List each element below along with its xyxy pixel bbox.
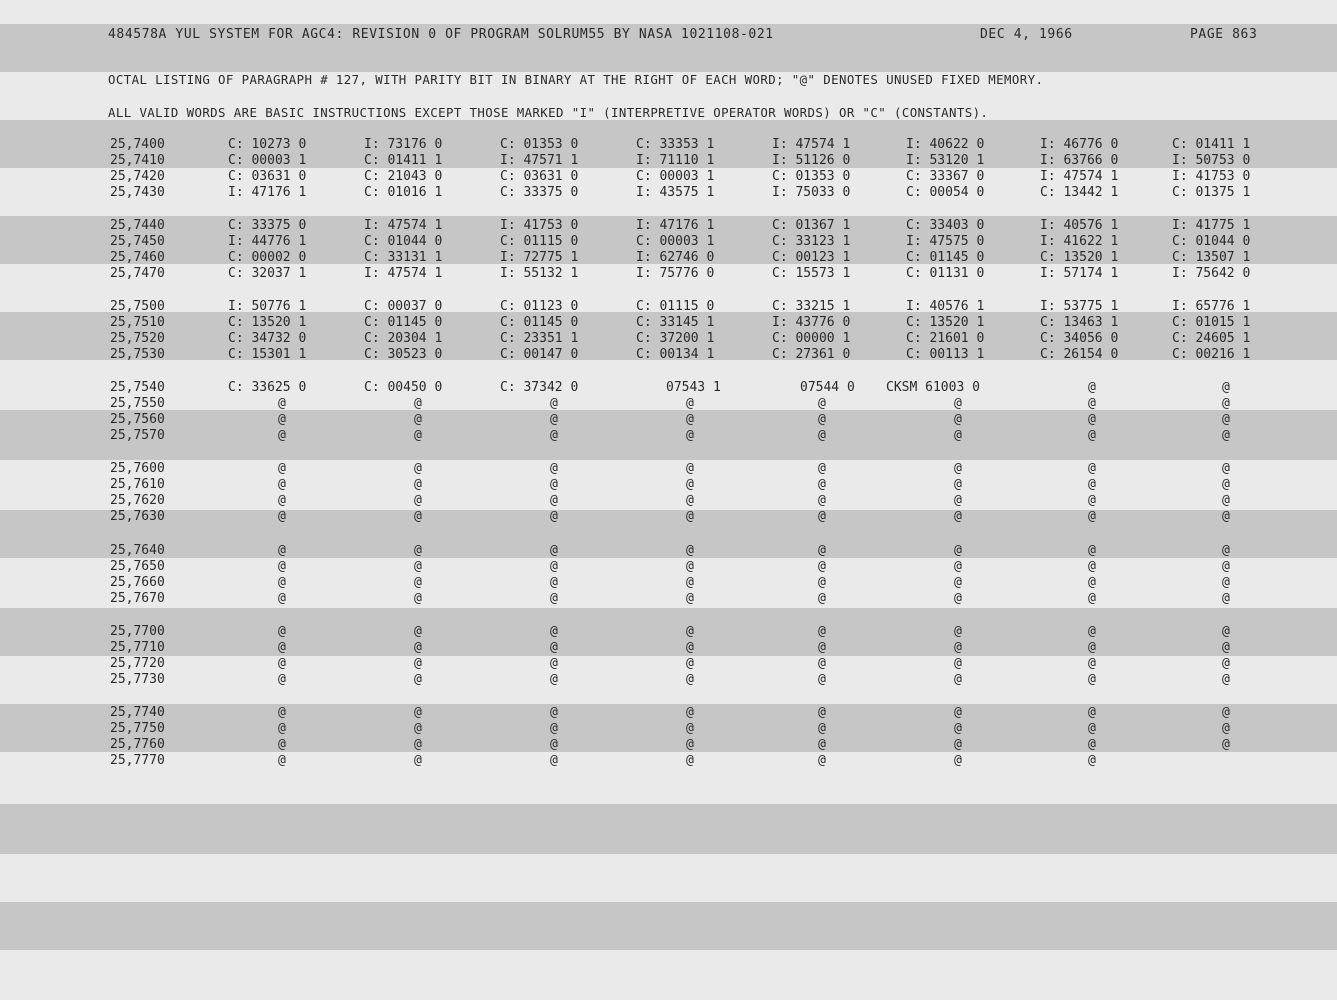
octal-word: C: 01115 0 <box>500 234 579 249</box>
unused-word-marker: @ <box>818 396 826 411</box>
octal-word: C: 01115 0 <box>636 299 715 314</box>
unused-word-marker: @ <box>818 493 826 508</box>
unused-word-marker: @ <box>1222 412 1230 427</box>
row-address: 25,7410 <box>110 153 165 168</box>
row-address: 25,7460 <box>110 250 165 265</box>
octal-word: C: 27361 0 <box>772 347 851 362</box>
row-address: 25,7400 <box>110 137 165 152</box>
unused-word-marker: @ <box>818 477 826 492</box>
unused-word-marker: @ <box>278 737 286 752</box>
unused-word-marker: @ <box>414 543 422 558</box>
octal-word: C: 00123 1 <box>772 250 851 265</box>
unused-word-marker: @ <box>414 493 422 508</box>
stripe <box>0 410 1337 460</box>
octal-word: C: 23351 1 <box>500 331 579 346</box>
row-address: 25,7520 <box>110 331 165 346</box>
row-address: 25,7510 <box>110 315 165 330</box>
unused-word-marker: @ <box>1222 559 1230 574</box>
unused-word-marker: @ <box>686 753 694 768</box>
unused-word-marker: @ <box>1222 705 1230 720</box>
octal-word: I: 55132 1 <box>500 266 579 281</box>
unused-word-marker: @ <box>550 640 558 655</box>
unused-word-marker: @ <box>414 396 422 411</box>
octal-word: C: 00003 1 <box>636 169 715 184</box>
unused-word-marker: @ <box>278 493 286 508</box>
unused-word-marker: @ <box>954 412 962 427</box>
unused-word-marker: @ <box>550 721 558 736</box>
unused-word-marker: @ <box>550 624 558 639</box>
header-title: 484578A YUL SYSTEM FOR AGC4: REVISION 0 OF PROGRAM SOLRUM55 BY NASA 1021108-021 <box>108 27 774 42</box>
unused-word-marker: @ <box>686 640 694 655</box>
unused-word-marker: @ <box>278 477 286 492</box>
row-address: 25,7600 <box>110 461 165 476</box>
octal-word: C: 33131 1 <box>364 250 443 265</box>
row-address: 25,7700 <box>110 624 165 639</box>
octal-word: I: 75642 0 <box>1172 266 1251 281</box>
row-address: 25,7720 <box>110 656 165 671</box>
unused-word-marker: @ <box>954 591 962 606</box>
unused-word-marker: @ <box>550 672 558 687</box>
octal-word: C: 03631 0 <box>228 169 307 184</box>
unused-word-marker: @ <box>1222 591 1230 606</box>
row-address: 25,7670 <box>110 591 165 606</box>
unused-word-marker: @ <box>686 721 694 736</box>
unused-word-marker: @ <box>1088 753 1096 768</box>
octal-word: C: 00000 1 <box>772 331 851 346</box>
row-address: 25,7730 <box>110 672 165 687</box>
octal-word: I: 51126 0 <box>772 153 851 168</box>
unused-word-marker: @ <box>686 737 694 752</box>
unused-word-marker: @ <box>550 412 558 427</box>
octal-word: I: 47176 1 <box>228 185 307 200</box>
row-address: 25,7620 <box>110 493 165 508</box>
unused-word-marker: @ <box>1222 380 1230 395</box>
unused-word-marker: @ <box>278 428 286 443</box>
header-date: DEC 4, 1966 <box>980 27 1073 42</box>
octal-word: C: 01353 0 <box>772 169 851 184</box>
unused-word-marker: @ <box>818 753 826 768</box>
unused-word-marker: @ <box>686 624 694 639</box>
octal-word: C: 15301 1 <box>228 347 307 362</box>
octal-word: C: 33353 1 <box>636 137 715 152</box>
header-page: PAGE 863 <box>1190 27 1258 42</box>
unused-word-marker: @ <box>686 428 694 443</box>
octal-word: C: 01131 0 <box>906 266 985 281</box>
octal-word: C: 13520 1 <box>906 315 985 330</box>
octal-word: C: 03631 0 <box>500 169 579 184</box>
octal-word: I: 71110 1 <box>636 153 715 168</box>
octal-word: I: 72775 1 <box>500 250 579 265</box>
unused-word-marker: @ <box>1088 412 1096 427</box>
unused-word-marker: @ <box>1088 509 1096 524</box>
octal-word: I: 47571 1 <box>500 153 579 168</box>
unused-word-marker: @ <box>1088 656 1096 671</box>
octal-word: I: 40576 1 <box>1040 218 1119 233</box>
unused-word-marker: @ <box>278 559 286 574</box>
unused-word-marker: @ <box>818 543 826 558</box>
octal-word: I: 40576 1 <box>906 299 985 314</box>
unused-word-marker: @ <box>278 672 286 687</box>
octal-word: C: 21601 0 <box>906 331 985 346</box>
stripe <box>0 704 1337 752</box>
unused-word-marker: @ <box>550 591 558 606</box>
octal-word: C: 13520 1 <box>228 315 307 330</box>
octal-word: 07543 1 <box>666 380 721 395</box>
octal-word: C: 33403 0 <box>906 218 985 233</box>
unused-word-marker: @ <box>1088 477 1096 492</box>
octal-word: I: 50753 0 <box>1172 153 1251 168</box>
octal-word: 07544 0 <box>800 380 855 395</box>
row-address: 25,7750 <box>110 721 165 736</box>
row-address: 25,7640 <box>110 543 165 558</box>
unused-word-marker: @ <box>954 705 962 720</box>
unused-word-marker: @ <box>1222 428 1230 443</box>
unused-word-marker: @ <box>278 624 286 639</box>
row-address: 25,7610 <box>110 477 165 492</box>
unused-word-marker: @ <box>1222 461 1230 476</box>
octal-word: C: 00002 0 <box>228 250 307 265</box>
octal-word: I: 44776 1 <box>228 234 307 249</box>
row-address: 25,7440 <box>110 218 165 233</box>
octal-word: I: 41775 1 <box>1172 218 1251 233</box>
unused-word-marker: @ <box>550 737 558 752</box>
octal-word: C: 01411 1 <box>1172 137 1251 152</box>
octal-word: I: 47176 1 <box>636 218 715 233</box>
octal-word: C: 33375 0 <box>228 218 307 233</box>
octal-word: I: 75033 0 <box>772 185 851 200</box>
octal-word: I: 43575 1 <box>636 185 715 200</box>
unused-word-marker: @ <box>1088 575 1096 590</box>
octal-word: C: 01015 1 <box>1172 315 1251 330</box>
unused-word-marker: @ <box>686 477 694 492</box>
unused-word-marker: @ <box>1088 396 1096 411</box>
unused-word-marker: @ <box>550 477 558 492</box>
unused-word-marker: @ <box>954 624 962 639</box>
octal-word: C: 00450 0 <box>364 380 443 395</box>
unused-word-marker: @ <box>686 591 694 606</box>
unused-word-marker: @ <box>278 721 286 736</box>
unused-word-marker: @ <box>1222 543 1230 558</box>
octal-word: C: 33375 0 <box>500 185 579 200</box>
unused-word-marker: @ <box>278 656 286 671</box>
octal-word: C: 00003 1 <box>636 234 715 249</box>
unused-word-marker: @ <box>278 591 286 606</box>
unused-word-marker: @ <box>1088 640 1096 655</box>
unused-word-marker: @ <box>686 412 694 427</box>
unused-word-marker: @ <box>1222 396 1230 411</box>
unused-word-marker: @ <box>1088 672 1096 687</box>
octal-word: I: 63766 0 <box>1040 153 1119 168</box>
octal-word: C: 00054 0 <box>906 185 985 200</box>
octal-word: C: 00003 1 <box>228 153 307 168</box>
unused-word-marker: @ <box>550 493 558 508</box>
octal-word: I: 75776 0 <box>636 266 715 281</box>
octal-word: I: 47574 1 <box>364 218 443 233</box>
octal-word: C: 00037 0 <box>364 299 443 314</box>
row-address: 25,7660 <box>110 575 165 590</box>
unused-word-marker: @ <box>818 705 826 720</box>
octal-word: C: 00216 1 <box>1172 347 1251 362</box>
unused-word-marker: @ <box>954 493 962 508</box>
unused-word-marker: @ <box>686 672 694 687</box>
unused-word-marker: @ <box>278 705 286 720</box>
unused-word-marker: @ <box>1088 428 1096 443</box>
unused-word-marker: @ <box>1088 493 1096 508</box>
octal-word: I: 43776 0 <box>772 315 851 330</box>
octal-word: C: 33123 1 <box>772 234 851 249</box>
row-address: 25,7630 <box>110 509 165 524</box>
unused-word-marker: @ <box>818 591 826 606</box>
row-address: 25,7450 <box>110 234 165 249</box>
unused-word-marker: @ <box>1222 477 1230 492</box>
octal-word: C: 34732 0 <box>228 331 307 346</box>
unused-word-marker: @ <box>1222 640 1230 655</box>
unused-word-marker: @ <box>818 412 826 427</box>
row-address: 25,7430 <box>110 185 165 200</box>
unused-word-marker: @ <box>550 559 558 574</box>
octal-word: C: 13507 1 <box>1172 250 1251 265</box>
unused-word-marker: @ <box>1088 721 1096 736</box>
unused-word-marker: @ <box>550 396 558 411</box>
unused-word-marker: @ <box>414 624 422 639</box>
unused-word-marker: @ <box>1222 737 1230 752</box>
unused-word-marker: @ <box>1222 656 1230 671</box>
octal-word: I: 47575 0 <box>906 234 985 249</box>
octal-word: I: 62746 0 <box>636 250 715 265</box>
row-address: 25,7530 <box>110 347 165 362</box>
octal-word: I: 65776 1 <box>1172 299 1251 314</box>
row-address: 25,7420 <box>110 169 165 184</box>
octal-word: C: 15573 1 <box>772 266 851 281</box>
unused-word-marker: @ <box>686 461 694 476</box>
unused-word-marker: @ <box>414 412 422 427</box>
octal-word: C: 01375 1 <box>1172 185 1251 200</box>
octal-word: I: 47574 1 <box>772 137 851 152</box>
octal-word: C: 24605 1 <box>1172 331 1251 346</box>
unused-word-marker: @ <box>414 575 422 590</box>
octal-word: C: 37200 1 <box>636 331 715 346</box>
unused-word-marker: @ <box>550 428 558 443</box>
unused-word-marker: @ <box>414 428 422 443</box>
unused-word-marker: @ <box>1222 509 1230 524</box>
unused-word-marker: @ <box>954 575 962 590</box>
octal-word: I: 73176 0 <box>364 137 443 152</box>
unused-word-marker: @ <box>278 412 286 427</box>
unused-word-marker: @ <box>818 672 826 687</box>
unused-word-marker: @ <box>818 640 826 655</box>
row-address: 25,7770 <box>110 753 165 768</box>
unused-word-marker: @ <box>818 559 826 574</box>
unused-word-marker: @ <box>278 396 286 411</box>
unused-word-marker: @ <box>818 575 826 590</box>
unused-word-marker: @ <box>414 461 422 476</box>
unused-word-marker: @ <box>1222 672 1230 687</box>
unused-word-marker: @ <box>1088 705 1096 720</box>
unused-word-marker: @ <box>1222 721 1230 736</box>
octal-word: C: 33367 0 <box>906 169 985 184</box>
octal-word: C: 33625 0 <box>228 380 307 395</box>
unused-word-marker: @ <box>414 509 422 524</box>
unused-word-marker: @ <box>278 543 286 558</box>
octal-word: C: 34056 0 <box>1040 331 1119 346</box>
unused-word-marker: @ <box>550 656 558 671</box>
octal-word: I: 41622 1 <box>1040 234 1119 249</box>
octal-word: C: 00134 1 <box>636 347 715 362</box>
unused-word-marker: @ <box>818 461 826 476</box>
unused-word-marker: @ <box>414 640 422 655</box>
octal-word: C: 20304 1 <box>364 331 443 346</box>
unused-word-marker: @ <box>414 656 422 671</box>
unused-word-marker: @ <box>686 705 694 720</box>
octal-word: C: 13463 1 <box>1040 315 1119 330</box>
header-legend: ALL VALID WORDS ARE BASIC INSTRUCTIONS EXCEPT THOSE MARKED "I" (INTERPRETIVE OPERATOR WORDS) OR "C" (CONSTANTS). <box>108 105 989 120</box>
stripe <box>0 608 1337 656</box>
header-description: OCTAL LISTING OF PARAGRAPH # 127, WITH PARITY BIT IN BINARY AT THE RIGHT OF EACH WORD; "@" DENOTES UNUSED FIXED MEMORY. <box>108 72 1044 87</box>
unused-word-marker: @ <box>954 672 962 687</box>
unused-word-marker: @ <box>818 737 826 752</box>
unused-word-marker: @ <box>278 509 286 524</box>
unused-word-marker: @ <box>1088 461 1096 476</box>
octal-word: C: 01016 1 <box>364 185 443 200</box>
octal-word: I: 57174 1 <box>1040 266 1119 281</box>
octal-word: I: 41753 0 <box>500 218 579 233</box>
octal-word: C: 30523 0 <box>364 347 443 362</box>
unused-word-marker: @ <box>954 721 962 736</box>
unused-word-marker: @ <box>954 428 962 443</box>
octal-word: I: 47574 1 <box>364 266 443 281</box>
octal-word: I: 47574 1 <box>1040 169 1119 184</box>
octal-word: C: 33215 1 <box>772 299 851 314</box>
unused-word-marker: @ <box>686 396 694 411</box>
row-address: 25,7710 <box>110 640 165 655</box>
octal-word: CKSM 61003 0 <box>886 380 980 395</box>
unused-word-marker: @ <box>686 575 694 590</box>
unused-word-marker: @ <box>550 753 558 768</box>
unused-word-marker: @ <box>550 575 558 590</box>
row-address: 25,7760 <box>110 737 165 752</box>
row-address: 25,7500 <box>110 299 165 314</box>
row-address: 25,7470 <box>110 266 165 281</box>
unused-word-marker: @ <box>954 396 962 411</box>
unused-word-marker: @ <box>414 591 422 606</box>
unused-word-marker: @ <box>1088 737 1096 752</box>
octal-word: C: 01367 1 <box>772 218 851 233</box>
unused-word-marker: @ <box>550 509 558 524</box>
unused-word-marker: @ <box>954 656 962 671</box>
row-address: 25,7650 <box>110 559 165 574</box>
octal-word: C: 37342 0 <box>500 380 579 395</box>
unused-word-marker: @ <box>1088 591 1096 606</box>
unused-word-marker: @ <box>818 428 826 443</box>
unused-word-marker: @ <box>550 543 558 558</box>
octal-word: I: 41753 0 <box>1172 169 1251 184</box>
octal-word: C: 01353 0 <box>500 137 579 152</box>
octal-word: C: 32037 1 <box>228 266 307 281</box>
octal-word: I: 53775 1 <box>1040 299 1119 314</box>
unused-word-marker: @ <box>818 721 826 736</box>
octal-word: C: 13442 1 <box>1040 185 1119 200</box>
unused-word-marker: @ <box>686 543 694 558</box>
octal-word: C: 33145 1 <box>636 315 715 330</box>
unused-word-marker: @ <box>550 461 558 476</box>
unused-word-marker: @ <box>686 656 694 671</box>
unused-word-marker: @ <box>278 640 286 655</box>
octal-word: I: 46776 0 <box>1040 137 1119 152</box>
row-address: 25,7740 <box>110 705 165 720</box>
unused-word-marker: @ <box>1222 493 1230 508</box>
octal-word: C: 21043 0 <box>364 169 443 184</box>
unused-word-marker: @ <box>414 477 422 492</box>
unused-word-marker: @ <box>414 672 422 687</box>
octal-word: C: 01044 0 <box>364 234 443 249</box>
unused-word-marker: @ <box>550 705 558 720</box>
row-address: 25,7570 <box>110 428 165 443</box>
unused-word-marker: @ <box>686 509 694 524</box>
unused-word-marker: @ <box>414 559 422 574</box>
unused-word-marker: @ <box>1088 543 1096 558</box>
stripe <box>0 510 1337 558</box>
octal-word: C: 01145 0 <box>906 250 985 265</box>
octal-word: C: 01411 1 <box>364 153 443 168</box>
octal-word: C: 01145 0 <box>364 315 443 330</box>
unused-word-marker: @ <box>278 575 286 590</box>
octal-word: C: 01145 0 <box>500 315 579 330</box>
unused-word-marker: @ <box>954 509 962 524</box>
unused-word-marker: @ <box>954 477 962 492</box>
row-address: 25,7540 <box>110 380 165 395</box>
octal-word: I: 40622 0 <box>906 137 985 152</box>
unused-word-marker: @ <box>1088 559 1096 574</box>
unused-word-marker: @ <box>278 753 286 768</box>
unused-word-marker: @ <box>686 493 694 508</box>
octal-word: I: 53120 1 <box>906 153 985 168</box>
unused-word-marker: @ <box>686 559 694 574</box>
octal-word: C: 13520 1 <box>1040 250 1119 265</box>
unused-word-marker: @ <box>818 509 826 524</box>
unused-word-marker: @ <box>1222 624 1230 639</box>
unused-word-marker: @ <box>1088 624 1096 639</box>
octal-word: C: 01044 0 <box>1172 234 1251 249</box>
octal-word: C: 10273 0 <box>228 137 307 152</box>
unused-word-marker: @ <box>954 753 962 768</box>
stripe <box>0 804 1337 854</box>
unused-word-marker: @ <box>954 559 962 574</box>
octal-word: C: 26154 0 <box>1040 347 1119 362</box>
unused-word-marker: @ <box>414 721 422 736</box>
unused-word-marker: @ <box>954 543 962 558</box>
unused-word-marker: @ <box>414 705 422 720</box>
octal-word: C: 01123 0 <box>500 299 579 314</box>
unused-word-marker: @ <box>278 461 286 476</box>
unused-word-marker: @ <box>1088 380 1096 395</box>
unused-word-marker: @ <box>414 753 422 768</box>
unused-word-marker: @ <box>818 656 826 671</box>
octal-word: C: 00113 1 <box>906 347 985 362</box>
octal-word: C: 00147 0 <box>500 347 579 362</box>
unused-word-marker: @ <box>818 624 826 639</box>
unused-word-marker: @ <box>414 737 422 752</box>
unused-word-marker: @ <box>954 737 962 752</box>
row-address: 25,7560 <box>110 412 165 427</box>
unused-word-marker: @ <box>1222 575 1230 590</box>
unused-word-marker: @ <box>954 640 962 655</box>
row-address: 25,7550 <box>110 396 165 411</box>
stripe <box>0 902 1337 950</box>
octal-word: I: 50776 1 <box>228 299 307 314</box>
unused-word-marker: @ <box>954 461 962 476</box>
